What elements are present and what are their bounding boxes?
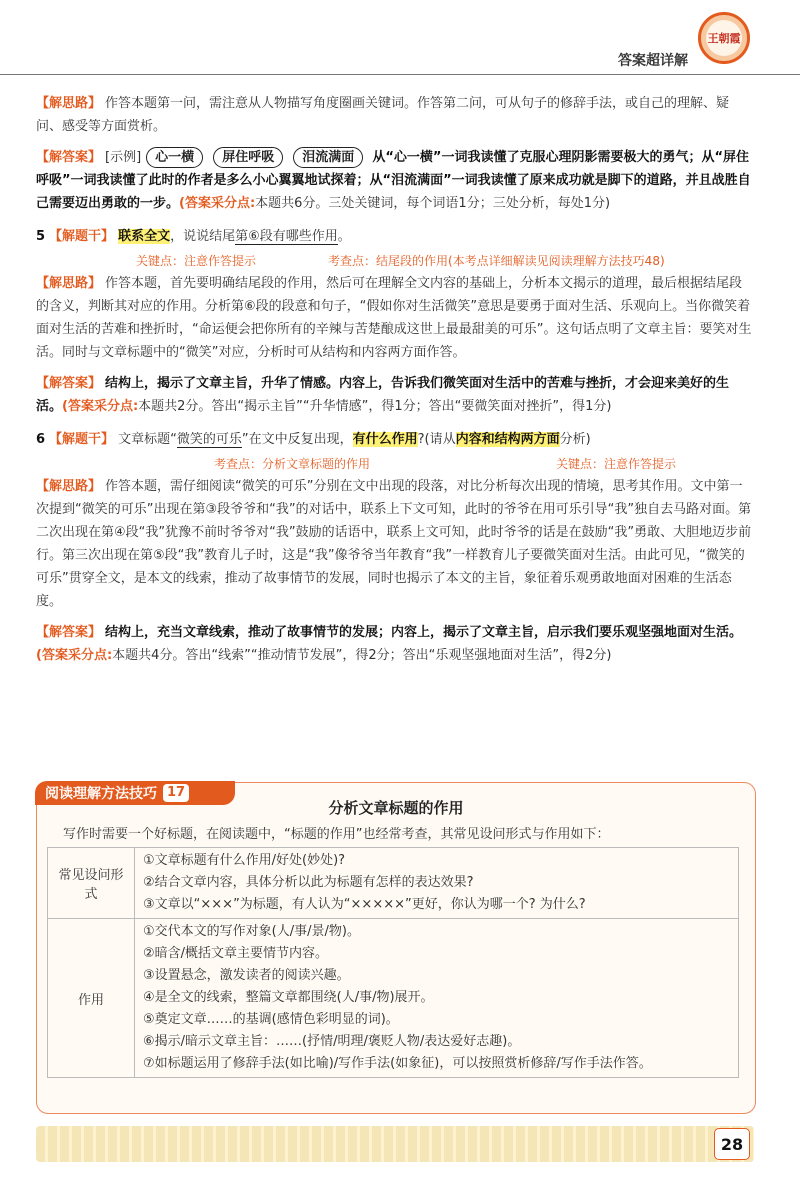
list-item: ⑤奠定文章……的基调(感情色彩明显的词)。	[143, 1012, 399, 1027]
list-item: ①文章标题有什么作用/好处(妙处)?	[143, 853, 346, 868]
answer-content	[36, 92, 752, 675]
stem-underline-2: 有哪些作用	[272, 229, 338, 244]
q5-annotations	[36, 248, 752, 272]
thinking-text: 作答本题，首先要明确结尾段的作用，然后可在理解全文内容的基础上，分析本文揭示的道理，最后根据结尾段的含义，判断其对应的作用。分析第⑥段的段意和句子，“假如你对生活微笑”意思是要勇于面对生活、乐观向上。当你微笑着面对生活的苦难和挫折时，“命运便会把你所有的辛辣与苦楚酿成这世上最最甜美的可乐”。这句话点明了文章主旨：要笑对生活。同时与文章标题中的“微笑”对应，分析时可从结构和内容两方面作答。	[36, 276, 752, 360]
tips-table	[47, 847, 739, 1078]
keyword-oval-3: 泪流满面	[293, 147, 363, 168]
tips-number: 17	[163, 784, 189, 802]
row-head-forms: 常见设问形式	[48, 848, 135, 919]
thinking-tag: 【解思路】	[36, 479, 102, 494]
list-item: ①交代本文的写作对象(人/事/景/物)。	[143, 924, 360, 939]
page-number: 28	[714, 1128, 750, 1160]
thinking-text: 作答本题第一问，需注意从人物描写角度圈画关键词。作答第二问，可从句子的修辞手法，或自己的理解、疑问、感受等方面赏析。	[36, 96, 730, 134]
tips-intro: 写作时需要一个好标题，在阅读题中，“标题的作用”也经常考查，其常见设问形式与作用如下：	[63, 827, 610, 842]
answer-tag: 【解答案】	[36, 376, 102, 391]
score-tag: (答案采分点:	[179, 196, 256, 211]
q6-stem	[36, 428, 752, 451]
answer-tag: 【解答案】	[36, 150, 102, 165]
list-item: ⑦如标题运用了修辞手法(如比喻)/写作手法(如象征)，可以按照赏析修辞/写作手法作答。	[143, 1056, 652, 1071]
thinking-tag: 【解思路】	[36, 276, 102, 291]
thinking-tag: 【解思路】	[36, 96, 102, 111]
page-header	[0, 0, 800, 80]
question-number: 6	[36, 432, 46, 447]
tips-title: 分析文章标题的作用	[328, 799, 464, 817]
stem-tag: 【解题干】	[49, 432, 115, 447]
list-item: ⑥揭示/暗示文章主旨：……(抒情/明理/褒贬人物/表达爱好志趣)。	[143, 1034, 521, 1049]
thinking-text: 作答本题，需仔细阅读“微笑的可乐”分别在文中出现的段落，对比分析每次出现的情境，思考其作用。文中第一次提到“微笑的可乐”出现在第③段爷爷和“我”的对话中，联系上下文可知，此时的爷爷在用可乐引导“我”独自去马路对面。第二次出现在第④段“我”犹豫不前时爷爷对“我”鼓励的话语中，联系上文可知，此时爷爷的话是在鼓励“我”勇敢、大胆地迈步前行。第三次出现在第⑤段“我”教育儿子时，这是“我”像爷爷当年教育“我”一样教育儿子要微笑面对生活。由此可见，“微笑的可乐”贯穿全文，是本文的线索，推动了故事情节的发展，同时也揭示了本文的主旨，象征着乐观勇敢地面对困难的生活态度。	[36, 479, 752, 609]
q5-thinking	[36, 272, 752, 364]
stem-highlight-1: 有什么作用	[352, 432, 418, 447]
example-label: [示例]	[105, 150, 142, 165]
annotation-focus: 考查点：结尾段的作用(本考点详细解读见阅读理解方法技巧48)	[328, 254, 665, 268]
q6-answer	[36, 621, 752, 667]
logo-text: 王朝霞	[706, 20, 742, 56]
s1-thinking	[36, 92, 752, 138]
list-item: ②结合文章内容，具体分析以此为标题有怎样的表达效果?	[143, 875, 474, 890]
stem-text-a: 文章标题“	[118, 432, 177, 447]
annotation-key: 关键点：注意作答提示	[136, 254, 257, 268]
page-footer	[36, 1126, 754, 1162]
question-number: 5	[36, 229, 46, 244]
table-row	[48, 919, 739, 1078]
q6-thinking	[36, 475, 752, 613]
stem-highlight-2: 内容和结构两方面	[455, 432, 560, 447]
score-tag: (答案采分点:	[62, 399, 139, 414]
table-row	[48, 848, 739, 919]
stem-tag: 【解题干】	[49, 229, 115, 244]
answer-text: 结构上，揭示了文章主旨，升华了情感。内容上，告诉我们微笑面对生活中的苦难与挫折，才会迎来美好的生活。	[36, 376, 730, 414]
row-content-effects	[135, 919, 739, 1078]
q5-answer	[36, 372, 752, 418]
stem-text-c: ?(请从	[417, 432, 456, 447]
tips-label-text: 阅读理解方法技巧	[45, 786, 157, 802]
keyword-oval-2: 屏住呼吸	[213, 147, 283, 168]
row-content-forms	[135, 848, 739, 919]
header-title: 答案超详解	[618, 53, 688, 69]
answer-tag: 【解答案】	[36, 625, 102, 640]
stem-highlight: 联系全文	[118, 229, 171, 244]
list-item: ④是全文的线索，整篇文章都围绕(人/事/物)展开。	[143, 990, 434, 1005]
answer-text: 结构上，充当文章线索，推动了故事情节的发展；内容上，揭示了文章主旨，启示我们要乐观坚强地面对生活。	[105, 625, 743, 640]
stem-end: 。	[337, 229, 351, 244]
list-item: ③文章以“×××”为标题，有人认为“×××××”更好，你认为哪一个? 为什么?	[143, 897, 586, 912]
stem-underline: 微笑的可乐	[176, 432, 242, 447]
score-tag: (答案采分点:	[36, 648, 113, 663]
q6-annotations	[36, 451, 752, 475]
s2-answer	[36, 146, 752, 215]
stem-underline-1: 第⑥段	[235, 229, 273, 244]
score-text: 本题共2分。答出“揭示主旨”“升华情感”，得1分；答出“要微笑面对挫折”，得1分)	[138, 399, 612, 414]
stem-text-d: 分析)	[559, 432, 591, 447]
brand-logo	[698, 12, 750, 64]
q5-stem	[36, 225, 752, 248]
stem-text: ，说说结尾	[170, 229, 236, 244]
score-text: 本题共6分。三处关键词，每个词语1分；三处分析，每处1分)	[255, 196, 611, 211]
annotation-key: 关键点：注意作答提示	[556, 457, 677, 471]
header-rule	[0, 74, 800, 75]
list-item: ②暗含/概括文章主要情节内容。	[143, 946, 329, 961]
keyword-oval-1: 心一横	[146, 147, 203, 168]
stem-text-b: ”在文中反复出现，	[241, 432, 353, 447]
list-item: ③设置悬念，激发读者的阅读兴趣。	[143, 968, 350, 983]
score-text: 本题共4分。答出“线索”“推动情节发展”，得2分；答出“乐观坚强地面对生活”，得2分)	[112, 648, 612, 663]
annotation-focus: 考查点：分析文章标题的作用	[214, 457, 371, 471]
method-tips-box	[36, 782, 756, 1114]
answer-text: 从“心一横”一词我读懂了克服心理阴影需要极大的勇气；从“屏住呼吸”一词我读懂了此时的作者是多么小心翼翼地试探着；从“泪流满面”一词我读懂了原来成功就是脚下的道路，并且战胜自己需要迈出勇敢的一步。	[36, 150, 751, 211]
row-head-effects: 作用	[48, 919, 135, 1078]
